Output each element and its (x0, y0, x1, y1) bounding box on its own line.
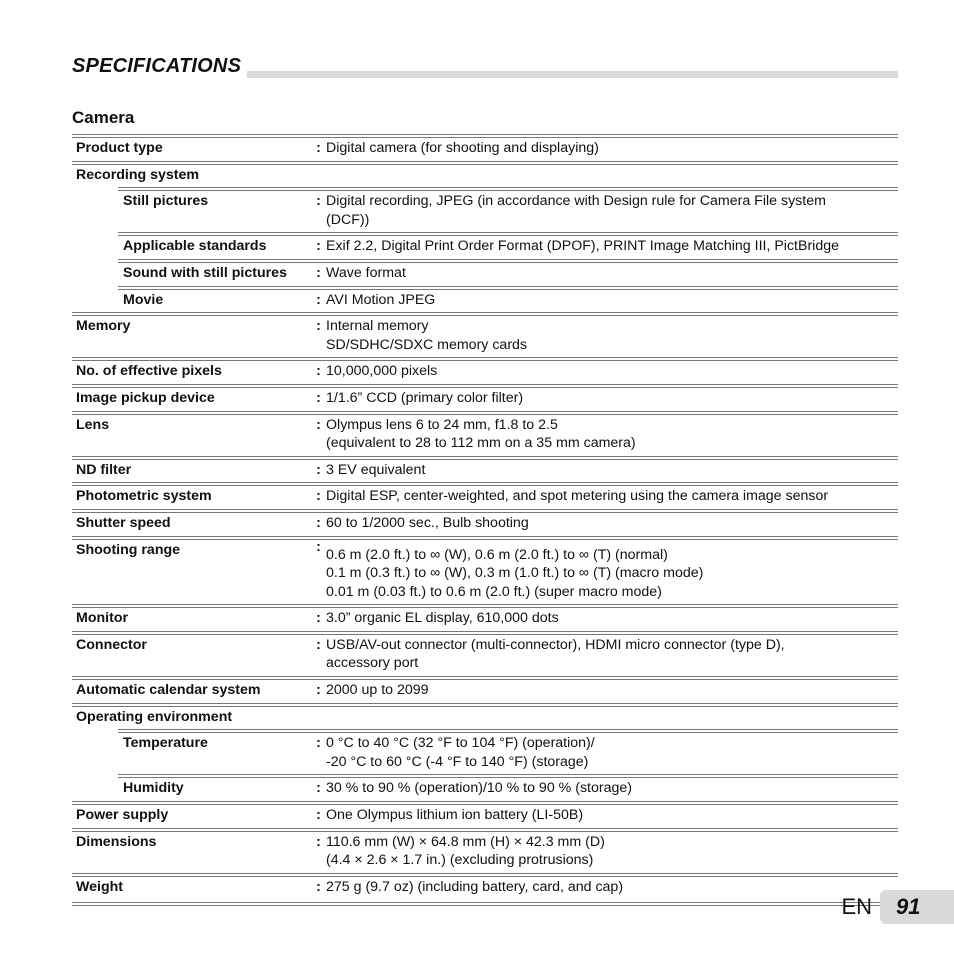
page-title: SPECIFICATIONS (72, 54, 247, 78)
spec-colon (311, 703, 326, 730)
spec-label: Recording system (76, 166, 199, 183)
spec-row (72, 482, 898, 509)
spec-value (326, 801, 898, 828)
spec-value-line: One Olympus lithium ion battery (LI-50B) (326, 807, 584, 824)
spec-colon: : (316, 807, 321, 824)
spec-label: Sound with still pictures (123, 264, 287, 281)
spec-colon: : (316, 610, 321, 627)
spec-value (326, 676, 898, 703)
spec-row (72, 536, 898, 605)
spec-row (72, 729, 898, 774)
spec-label: Shutter speed (76, 514, 171, 531)
spec-value-line: Digital camera (for shooting and displaying) (326, 140, 599, 156)
spec-value (326, 631, 898, 676)
spec-colon: : (316, 514, 321, 531)
spec-value-line: USB/AV-out connector (multi-connector), HDMI micro connector (type D), (326, 636, 785, 653)
spec-colon: : (316, 461, 321, 478)
table-bottom-rule (72, 902, 898, 906)
spec-colon: : (316, 878, 321, 895)
spec-label: Lens (76, 416, 110, 433)
spec-value-line: (DCF)) (326, 211, 370, 228)
spec-value-line: Digital ESP, center-weighted, and spot metering using the camera image sensor (326, 488, 829, 505)
spec-value-line: Internal memory (326, 318, 429, 335)
spec-colon: : (316, 416, 321, 433)
spec-value (326, 384, 898, 411)
spec-colon: : (316, 780, 321, 797)
spec-label: Shooting range (76, 541, 181, 558)
spec-value-line: 1/1.6” CCD (primary color filter) (326, 389, 524, 406)
spec-value (326, 774, 898, 801)
spec-row (72, 357, 898, 384)
spec-value (326, 357, 898, 384)
spec-row (72, 312, 898, 357)
spec-label: Still pictures (123, 193, 209, 210)
spec-row (72, 828, 898, 873)
spec-row (72, 384, 898, 411)
spec-colon: : (316, 291, 321, 308)
spec-label: No. of effective pixels (76, 363, 222, 380)
spec-value-line: -20 °C to 60 °C (-4 °F to 140 °F) (storage) (326, 753, 589, 770)
page-number: 91 (880, 890, 954, 924)
spec-value-line: AVI Motion JPEG (326, 291, 436, 308)
language-code: EN (841, 894, 872, 919)
spec-label: Dimensions (76, 833, 157, 850)
spec-colon (311, 161, 326, 188)
spec-value (326, 456, 898, 483)
spec-value-line: (4.4 × 2.6 × 1.7 in.) (excluding protrusions) (326, 852, 594, 869)
spec-value-line: Wave format (326, 264, 406, 281)
spec-label: Humidity (123, 780, 184, 797)
spec-value (326, 703, 898, 730)
spec-row (72, 161, 898, 188)
spec-colon: : (316, 488, 321, 505)
spec-row (72, 286, 898, 313)
spec-value-line: Olympus lens 6 to 24 mm, f1.8 to 2.5 (326, 416, 558, 433)
spec-value (326, 828, 898, 873)
spec-row (72, 801, 898, 828)
spec-value-line: 30 % to 90 % (operation)/10 % to 90 % (storage) (326, 780, 632, 797)
spec-value (326, 536, 898, 605)
spec-value (326, 134, 898, 161)
spec-row (72, 509, 898, 536)
spec-value (326, 161, 898, 188)
spec-row (72, 676, 898, 703)
spec-colon: : (316, 636, 321, 653)
spec-row (72, 456, 898, 483)
spec-value (326, 509, 898, 536)
spec-label: Movie (123, 291, 164, 308)
spec-row (72, 604, 898, 631)
spec-label: Monitor (76, 610, 129, 627)
spec-value-line: Digital recording, JPEG (in accordance with Design rule for Camera File system (326, 193, 826, 210)
spec-value (326, 232, 898, 259)
spec-value-line: Exif 2.2, Digital Print Order Format (DPOF), PRINT Image Matching III, PictBridge (326, 238, 840, 255)
spec-colon: : (316, 363, 321, 380)
spec-value (326, 482, 898, 509)
spec-colon: : (316, 264, 321, 281)
spec-value (326, 604, 898, 631)
spec-colon: : (316, 193, 321, 210)
spec-colon: : (316, 538, 321, 555)
spec-value-line: 0 °C to 40 °C (32 °F to 104 °F) (operation)/ (326, 735, 595, 752)
spec-value-line: 3.0” organic EL display, 610,000 dots (326, 610, 559, 627)
spec-colon: : (316, 318, 321, 335)
spec-value-line: 2000 up to 2099 (326, 682, 429, 699)
spec-colon: : (316, 389, 321, 406)
spec-label: Applicable standards (123, 238, 267, 255)
spec-value-line: SD/SDHC/SDXC memory cards (326, 336, 528, 353)
spec-label: Image pickup device (76, 389, 215, 406)
spec-label: Automatic calendar system (76, 682, 261, 699)
spec-label: Temperature (123, 735, 208, 752)
spec-row (72, 411, 898, 456)
spec-value-line: (equivalent to 28 to 112 mm on a 35 mm camera) (326, 435, 636, 452)
specifications-table (72, 134, 898, 906)
section-title: Camera (72, 108, 135, 127)
spec-value (326, 873, 898, 900)
spec-value-line: 0.6 m (2.0 ft.) to ∞ (W), 0.6 m (2.0 ft.) to ∞ (T) (normal) (326, 546, 668, 563)
spec-colon: : (316, 735, 321, 752)
spec-label: Operating environment (76, 708, 233, 725)
spec-value (326, 187, 898, 232)
spec-value-line: 275 g (9.7 oz) (including battery, card, and cap) (326, 878, 624, 895)
spec-value-line: accessory port (326, 655, 419, 672)
spec-row (72, 259, 898, 286)
spec-value-line: 0.01 m (0.03 ft.) to 0.6 m (2.0 ft.) (super macro mode) (326, 583, 662, 600)
spec-value (326, 286, 898, 313)
spec-row (72, 134, 898, 161)
spec-colon: : (316, 682, 321, 699)
spec-value (326, 259, 898, 286)
spec-label: Product type (76, 140, 163, 156)
spec-label: Photometric system (76, 488, 212, 505)
page-header (72, 54, 898, 78)
spec-row (72, 232, 898, 259)
spec-value-line: 0.1 m (0.3 ft.) to ∞ (W), 0.3 m (1.0 ft.) to ∞ (T) (macro mode) (326, 565, 704, 582)
spec-row (72, 631, 898, 676)
spec-value-line: 110.6 mm (W) × 64.8 mm (H) × 42.3 mm (D) (326, 833, 605, 850)
spec-value (326, 312, 898, 357)
spec-value (326, 411, 898, 456)
spec-colon: : (316, 140, 321, 156)
spec-label: ND filter (76, 461, 132, 478)
page-footer (841, 890, 954, 924)
spec-value (326, 729, 898, 774)
spec-colon: : (316, 833, 321, 850)
spec-label: Memory (76, 318, 131, 335)
spec-colon: : (316, 238, 321, 255)
spec-label: Connector (76, 636, 147, 653)
spec-row (72, 703, 898, 730)
spec-label: Weight (76, 878, 124, 895)
spec-row (72, 873, 898, 900)
spec-value-line: 10,000,000 pixels (326, 363, 438, 380)
spec-row (72, 187, 898, 232)
spec-value-line: 60 to 1/2000 sec., Bulb shooting (326, 514, 529, 531)
spec-row (72, 774, 898, 801)
spec-label: Power supply (76, 807, 169, 824)
spec-value-line: 3 EV equivalent (326, 461, 426, 478)
